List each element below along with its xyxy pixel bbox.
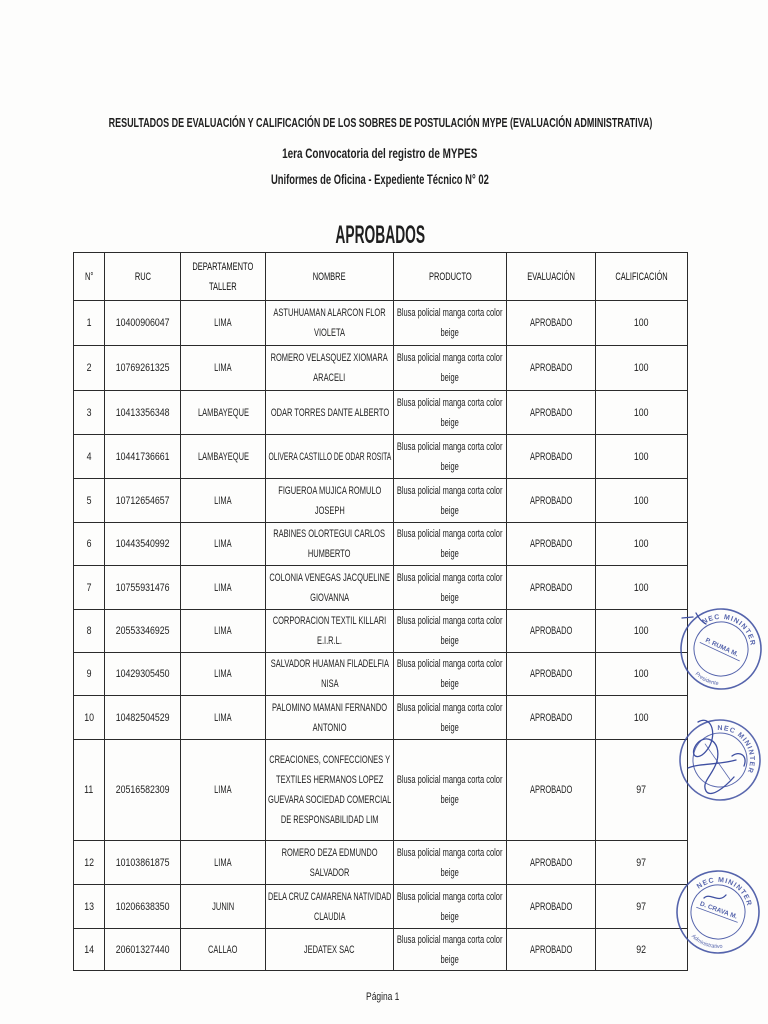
cell-evaluacion [507, 696, 596, 740]
cell-calificacion [596, 346, 688, 391]
stamp-ring-text-path: NEC MININTER [695, 876, 753, 908]
cell-ruc-text: 10443540992 [115, 538, 170, 550]
cell-nombre [266, 696, 394, 740]
cell-n-text: 13 [84, 900, 94, 913]
cell-ruc-text: 10429305450 [115, 668, 170, 680]
cell-producto [394, 566, 507, 610]
table-row [74, 435, 688, 479]
cell-evaluacion-text: APROBADO [529, 711, 573, 724]
cell-nombre [266, 841, 394, 885]
cell-calificacion-text: 97 [636, 784, 647, 796]
cell-producto [394, 479, 507, 523]
cell-evaluacion-text: APROBADO [529, 406, 573, 419]
cell-ruc-text: 20516582309 [115, 784, 170, 796]
table-row [74, 346, 688, 391]
cell-producto-text: Blusa policial manga corta color beige [397, 352, 503, 384]
cell-calificacion [596, 391, 688, 435]
cell-ruc-text: 10413356348 [115, 406, 170, 419]
cell-calificacion-text: 92 [636, 943, 647, 956]
header-cell-departamento [181, 253, 266, 301]
cell-evaluacion [507, 346, 596, 391]
cell-ruc [105, 653, 181, 696]
cell-producto-text: Blusa policial manga corta color beige [397, 774, 503, 806]
cell-departamento-text: LIMA [214, 362, 232, 374]
header-cell-producto [394, 253, 507, 301]
cell-nombre [266, 653, 394, 696]
cell-evaluacion [507, 301, 596, 346]
cell-ruc-text: 10206638350 [115, 900, 170, 913]
stamp-role-path: Presidente [693, 671, 719, 687]
cell-departamento-text: LIMA [214, 856, 232, 869]
table-row [74, 523, 688, 566]
cell-n [74, 435, 105, 479]
cell-n-text: 12 [84, 856, 94, 869]
cell-evaluacion-text: APROBADO [529, 494, 573, 507]
cell-producto [394, 885, 507, 929]
cell-calificacion-text: 97 [636, 900, 647, 913]
stamp-ring-text-path: NEC MININTER [717, 724, 756, 775]
cell-producto-text: Blusa policial manga corta color beige [397, 307, 503, 339]
cell-n [74, 566, 105, 610]
cell-evaluacion [507, 523, 596, 566]
cell-evaluacion-text: APROBADO [529, 856, 573, 869]
header-departamento-label: DEPARTAMENTO TALLER [192, 260, 254, 293]
cell-departamento [181, 435, 266, 479]
cell-producto [394, 391, 507, 435]
cell-producto-text: Blusa policial manga corta color beige [397, 933, 503, 966]
header-calificacion-label: CALIFICACIÓN [615, 270, 668, 283]
header-n-label: N° [84, 270, 94, 283]
cell-departamento-text: LIMA [214, 538, 232, 550]
cell-departamento [181, 841, 266, 885]
stamp-role [689, 933, 725, 954]
cell-n [74, 391, 105, 435]
cell-n [74, 696, 105, 740]
cell-producto-text: Blusa policial manga corta color beige [397, 615, 503, 647]
table-row [74, 696, 688, 740]
cell-nombre-text: ROMERO VELASQUEZ XIOMARA ARACELI [270, 352, 389, 384]
cell-nombre [266, 435, 394, 479]
cell-evaluacion [507, 740, 596, 841]
cell-calificacion [596, 610, 688, 653]
cell-nombre [266, 610, 394, 653]
cell-departamento [181, 696, 266, 740]
cell-departamento [181, 391, 266, 435]
cell-evaluacion [507, 610, 596, 653]
table-row [74, 740, 688, 841]
cell-calificacion-text: 97 [636, 856, 647, 869]
header-cell-nombre [266, 253, 394, 301]
header-ruc-label: RUC [134, 270, 151, 283]
cell-nombre [266, 391, 394, 435]
table-row [74, 391, 688, 435]
cell-nombre-text: CORPORACION TEXTIL KILLARI E.I.R.L. [272, 615, 387, 647]
cell-ruc [105, 391, 181, 435]
cell-n-text: 1 [86, 317, 92, 329]
cell-departamento [181, 885, 266, 929]
cell-ruc [105, 696, 181, 740]
cell-n-text: 11 [84, 784, 94, 796]
cell-producto-text: Blusa policial manga corta color beige [397, 658, 503, 690]
cell-nombre-text: DELA CRUZ CAMARENA NATIVIDAD CLAUDIA [267, 890, 392, 923]
cell-departamento-text: JUNIN [211, 900, 235, 913]
cell-n [74, 929, 105, 971]
cell-nombre-text: ASTUHUAMAN ALARCON FLOR VIOLETA [273, 307, 386, 339]
cell-departamento-text: LIMA [214, 494, 232, 507]
cell-n-text: 6 [86, 538, 92, 550]
cell-n [74, 610, 105, 653]
cell-departamento [181, 346, 266, 391]
cell-producto [394, 610, 507, 653]
footer-line [0, 989, 766, 1005]
cell-nombre-text: FIGUEROA MUJICA ROMULO JOSEPH [277, 484, 382, 517]
cell-n [74, 653, 105, 696]
cell-evaluacion [507, 841, 596, 885]
cell-nombre [266, 523, 394, 566]
table-row [74, 610, 688, 653]
cell-calificacion-text: 100 [634, 406, 649, 419]
cell-nombre-text: RABINES OLORTEGUI CARLOS HUMBERTO [273, 528, 386, 560]
header-cell-n [74, 253, 105, 301]
cell-evaluacion [507, 435, 596, 479]
cell-evaluacion [507, 929, 596, 971]
cell-evaluacion-text: APROBADO [529, 317, 573, 329]
cell-producto-text: Blusa policial manga corta color beige [397, 890, 503, 923]
cell-ruc [105, 346, 181, 391]
cell-nombre [266, 301, 394, 346]
stamp-name: P. RUMA M. [704, 636, 740, 659]
cell-producto [394, 740, 507, 841]
cell-ruc-text: 20553346925 [115, 625, 170, 637]
cell-ruc [105, 566, 181, 610]
cell-calificacion-text: 100 [634, 450, 649, 463]
cell-calificacion-text: 100 [634, 711, 649, 724]
cell-producto [394, 301, 507, 346]
cell-ruc [105, 301, 181, 346]
cell-departamento [181, 610, 266, 653]
cell-nombre-text: CREACIONES, CONFECCIONES Y TEXTILES HERMANOS LOPEZ GUEVARA SOCIEDAD COMERCIAL DE RESPONSABILIDAD LIM [267, 754, 392, 826]
reference-subtitle: Uniformes de Oficina - Expediente Técnico N° 02 [271, 171, 489, 187]
cell-departamento [181, 653, 266, 696]
cell-departamento-text: LIMA [214, 581, 232, 594]
stamp-1 [678, 606, 764, 692]
cell-departamento [181, 740, 266, 841]
cell-producto-text: Blusa policial manga corta color beige [397, 484, 503, 517]
cell-evaluacion-text: APROBADO [529, 538, 573, 550]
cell-producto [394, 346, 507, 391]
cell-ruc-text: 10712654657 [115, 494, 170, 507]
stamp-3 [674, 868, 762, 956]
cell-evaluacion [507, 885, 596, 929]
cell-calificacion [596, 740, 688, 841]
cell-n [74, 523, 105, 566]
cell-ruc-text: 10755931476 [115, 581, 170, 594]
cell-evaluacion-text: APROBADO [529, 581, 573, 594]
cell-calificacion-text: 100 [634, 317, 649, 329]
cell-calificacion [596, 653, 688, 696]
cell-nombre-text: COLONIA VENEGAS JACQUELINE GIOVANNA [269, 571, 390, 604]
cell-n-text: 14 [84, 943, 94, 956]
stamp-role-path: Administrativo [689, 933, 723, 951]
cell-evaluacion-text: APROBADO [529, 943, 573, 956]
cell-n [74, 301, 105, 346]
cell-ruc [105, 435, 181, 479]
cell-evaluacion-text: APROBADO [529, 362, 573, 374]
cell-departamento [181, 929, 266, 971]
section-heading-line [0, 220, 760, 250]
cell-departamento [181, 523, 266, 566]
cell-departamento-text: CALLAO [208, 943, 238, 956]
cell-evaluacion-text: APROBADO [529, 784, 573, 796]
cell-nombre-text: OLIVERA CASTILLO DE ODAR ROSITA [268, 450, 391, 463]
cell-nombre [266, 479, 394, 523]
cell-ruc [105, 740, 181, 841]
table-row [74, 929, 688, 971]
cell-n [74, 740, 105, 841]
cell-ruc-text: 10103861875 [115, 856, 170, 869]
call-line [0, 144, 760, 162]
cell-departamento-text: LIMA [214, 784, 232, 796]
header-cell-calificacion [596, 253, 688, 301]
cell-calificacion [596, 523, 688, 566]
document-title: RESULTADOS DE EVALUACIÓN Y CALIFICACIÓN DE LOS SOBRES DE POSTULACIÓN MYPE (EVALUACIÓN ADMINISTRATIVA) [108, 114, 652, 130]
cell-producto [394, 841, 507, 885]
cell-calificacion-text: 100 [634, 362, 649, 374]
cell-calificacion-text: 100 [634, 538, 649, 550]
cell-departamento-text: LIMA [214, 668, 232, 680]
cell-n [74, 841, 105, 885]
cell-producto-text: Blusa policial manga corta color beige [397, 440, 503, 473]
cell-producto-text: Blusa policial manga corta color beige [397, 528, 503, 560]
cell-evaluacion-text: APROBADO [529, 450, 573, 463]
cell-n-text: 3 [86, 406, 92, 419]
stamp-ring-text-path: NEC MININTER [701, 613, 756, 647]
table-row [74, 841, 688, 885]
cell-producto [394, 653, 507, 696]
cell-evaluacion [507, 653, 596, 696]
cell-evaluacion-text: APROBADO [529, 625, 573, 637]
cell-producto-text: Blusa policial manga corta color beige [397, 846, 503, 879]
cell-evaluacion [507, 566, 596, 610]
cell-n [74, 346, 105, 391]
table-row [74, 653, 688, 696]
cell-n-text: 9 [86, 668, 92, 680]
cell-nombre [266, 346, 394, 391]
cell-nombre-text: PALOMINO MAMANI FERNANDO ANTONIO [272, 701, 387, 734]
cell-evaluacion [507, 391, 596, 435]
cell-n [74, 479, 105, 523]
cell-n-text: 8 [86, 625, 92, 637]
cell-n [74, 885, 105, 929]
cell-ruc [105, 479, 181, 523]
cell-evaluacion-text: APROBADO [529, 668, 573, 680]
cell-ruc [105, 929, 181, 971]
cell-evaluacion [507, 479, 596, 523]
cell-nombre [266, 929, 394, 971]
cell-departamento-text: LAMBAYEQUE [197, 406, 249, 419]
cell-n-text: 2 [86, 362, 92, 374]
cell-ruc-text: 10482504529 [115, 711, 170, 724]
cell-evaluacion-text: APROBADO [529, 900, 573, 913]
cell-ruc-text: 10769261325 [115, 362, 170, 374]
cell-ruc [105, 610, 181, 653]
cell-nombre [266, 885, 394, 929]
cell-calificacion [596, 696, 688, 740]
cell-nombre [266, 740, 394, 841]
table-row [74, 479, 688, 523]
table-row [74, 301, 688, 346]
cell-n-text: 4 [86, 450, 92, 463]
cell-nombre-text: ROMERO DEZA EDMUNDO SALVADOR [281, 846, 378, 879]
cell-calificacion-text: 100 [634, 581, 649, 594]
cell-n-text: 7 [86, 581, 92, 594]
title-line [0, 113, 760, 131]
cell-n-text: 5 [86, 494, 92, 507]
reference-line [0, 170, 760, 188]
cell-ruc [105, 885, 181, 929]
table-row [74, 566, 688, 610]
cell-nombre-text: ODAR TORRES DANTE ALBERTO [270, 406, 389, 419]
cell-producto-text: Blusa policial manga corta color beige [397, 701, 503, 734]
cell-ruc-text: 10400906047 [115, 317, 170, 329]
cell-calificacion [596, 566, 688, 610]
cell-producto-text: Blusa policial manga corta color beige [397, 571, 503, 604]
cell-departamento [181, 479, 266, 523]
cell-departamento [181, 566, 266, 610]
stamp-2 [676, 716, 764, 804]
cell-ruc-text: 10441736661 [115, 450, 170, 463]
cell-calificacion [596, 435, 688, 479]
cell-departamento-text: LIMA [214, 711, 232, 724]
cell-ruc-text: 20601327440 [115, 943, 170, 956]
cell-calificacion-text: 100 [634, 668, 649, 680]
table-row [74, 885, 688, 929]
header-producto-label: PRODUCTO [428, 270, 472, 283]
cell-departamento-text: LIMA [214, 317, 232, 329]
signature-scribble [704, 895, 726, 898]
cell-departamento-text: LAMBAYEQUE [197, 450, 249, 463]
cell-calificacion [596, 301, 688, 346]
cell-nombre-text: SALVADOR HUAMAN FILADELFIA NISA [270, 658, 389, 690]
table-body [74, 301, 688, 971]
cell-calificacion-text: 100 [634, 494, 649, 507]
cell-producto [394, 929, 507, 971]
stamp-name: D. CRAVA M. [698, 900, 739, 921]
page-number: Página 1 [366, 991, 400, 1003]
stamp-inner-ring [682, 722, 757, 797]
header-evaluacion-label: EVALUACIÓN [527, 270, 575, 283]
cell-ruc [105, 523, 181, 566]
cell-producto-text: Blusa policial manga corta color beige [397, 396, 503, 429]
results-table [73, 252, 688, 971]
cell-calificacion-text: 100 [634, 625, 649, 637]
section-heading: APROBADOS [335, 220, 425, 249]
cell-producto [394, 696, 507, 740]
cell-departamento-text: LIMA [214, 625, 232, 637]
header-cell-evaluacion [507, 253, 596, 301]
cell-ruc [105, 841, 181, 885]
cell-calificacion [596, 479, 688, 523]
header-nombre-label: NOMBRE [313, 270, 346, 283]
call-subtitle: 1era Convocatoria del registro de MYPES [282, 145, 478, 161]
cell-producto [394, 523, 507, 566]
cell-producto [394, 435, 507, 479]
cell-nombre [266, 566, 394, 610]
cell-departamento [181, 301, 266, 346]
table-header-row [74, 253, 688, 301]
header-cell-ruc [105, 253, 181, 301]
cell-n-text: 10 [84, 711, 94, 724]
cell-nombre-text: JEDATEX SAC [304, 943, 355, 956]
